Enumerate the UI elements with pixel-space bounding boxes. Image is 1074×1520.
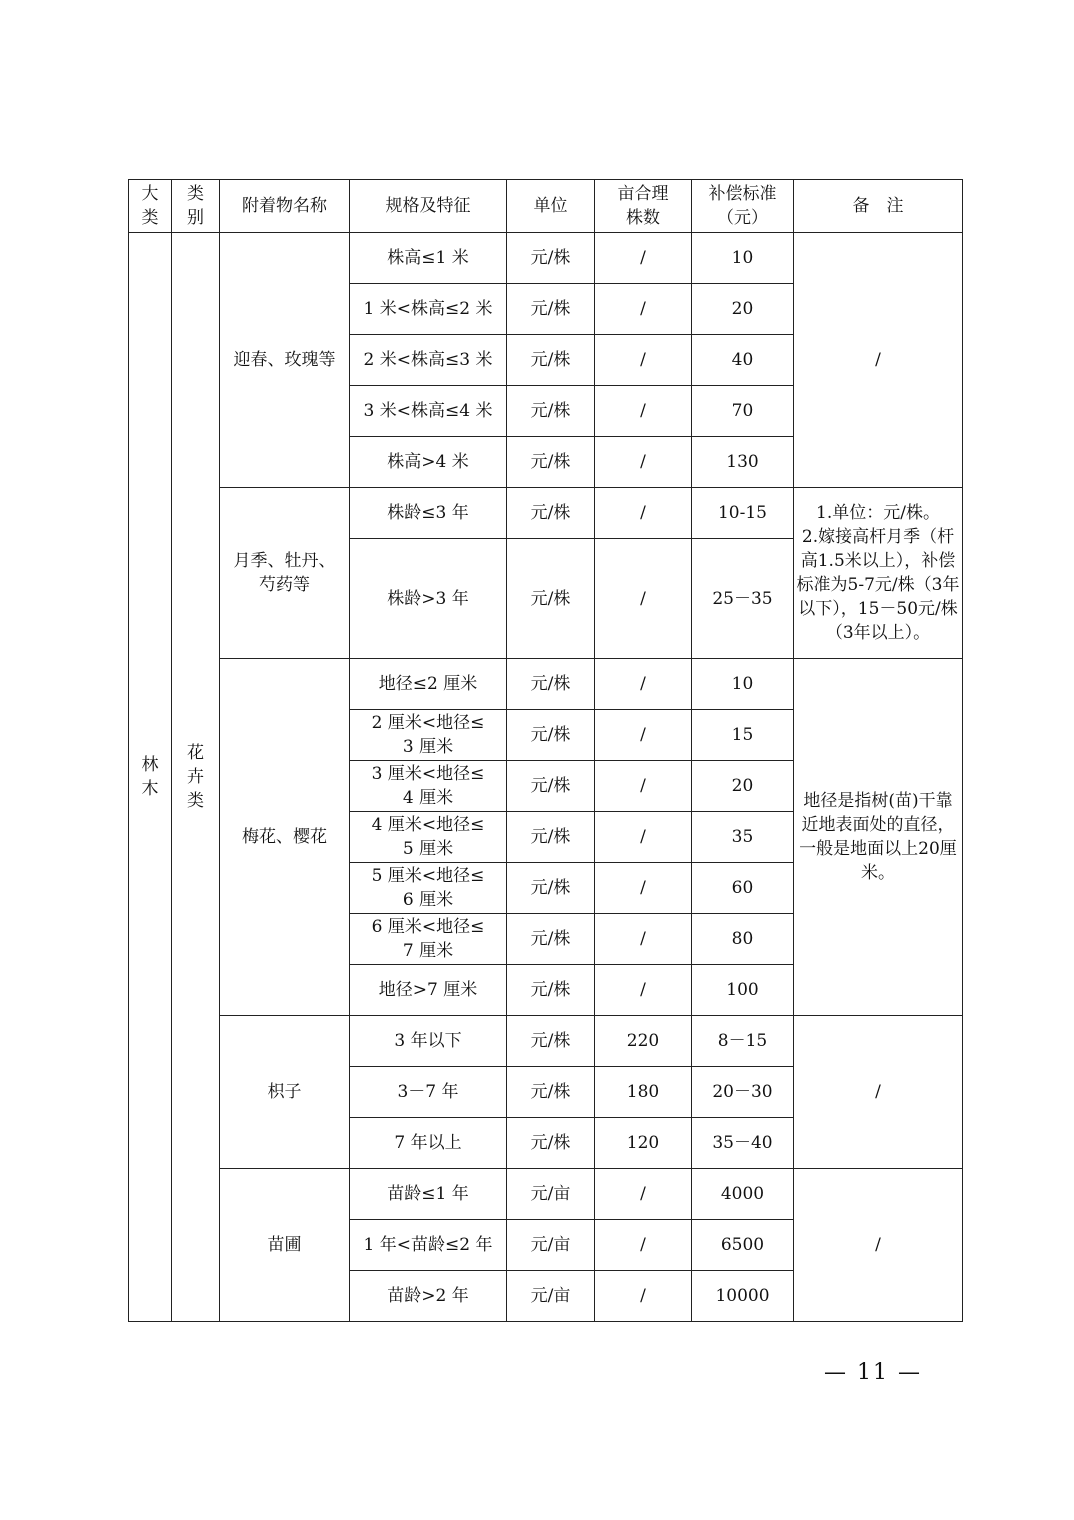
table-row	[129, 1016, 963, 1067]
per-mu-cell: /	[595, 1169, 692, 1220]
unit-cell: 元/株	[507, 539, 595, 659]
per-mu-cell: 180	[595, 1067, 692, 1118]
standard-cell: 6500	[692, 1220, 794, 1271]
header-unit: 单位	[507, 180, 595, 233]
spec-cell: 株龄≤3 年	[350, 488, 507, 539]
unit-cell: 元/株	[507, 233, 595, 284]
standard-cell: 4000	[692, 1169, 794, 1220]
spec-cell: 3 米<株高≤4 米	[350, 386, 507, 437]
category-cell: 花 卉 类	[172, 233, 220, 1322]
per-mu-cell: /	[595, 659, 692, 710]
remark-cell: /	[794, 233, 963, 488]
spec-cell: 6 厘米<地径≤ 7 厘米	[350, 914, 507, 965]
spec-cell: 1 年<苗龄≤2 年	[350, 1220, 507, 1271]
standard-cell: 20	[692, 761, 794, 812]
spec-cell: 地径≤2 厘米	[350, 659, 507, 710]
header-per-mu: 亩合理 株数	[595, 180, 692, 233]
standard-cell: 10	[692, 233, 794, 284]
per-mu-cell: /	[595, 488, 692, 539]
unit-cell: 元/株	[507, 710, 595, 761]
page-number: — 11 —	[824, 1360, 922, 1385]
standard-cell: 10	[692, 659, 794, 710]
unit-cell: 元/株	[507, 437, 595, 488]
unit-cell: 元/株	[507, 659, 595, 710]
unit-cell: 元/株	[507, 1016, 595, 1067]
group-name: 枳子	[220, 1016, 350, 1169]
group-name: 苗圃	[220, 1169, 350, 1322]
group-name: 梅花、樱花	[220, 659, 350, 1016]
spec-cell: 株高≤1 米	[350, 233, 507, 284]
spec-cell: 1 米<株高≤2 米	[350, 284, 507, 335]
unit-cell: 元/株	[507, 284, 595, 335]
spec-cell: 5 厘米<地径≤ 6 厘米	[350, 863, 507, 914]
remark-cell: 地径是指树(苗)干靠近地表面处的直径，一般是地面以上20厘米。	[794, 659, 963, 1016]
per-mu-cell: /	[595, 233, 692, 284]
per-mu-cell: 120	[595, 1118, 692, 1169]
per-mu-cell: /	[595, 812, 692, 863]
standard-cell: 8－15	[692, 1016, 794, 1067]
standard-cell: 35	[692, 812, 794, 863]
per-mu-cell: /	[595, 437, 692, 488]
standard-cell: 40	[692, 335, 794, 386]
standard-cell: 80	[692, 914, 794, 965]
unit-cell: 元/株	[507, 914, 595, 965]
header-standard: 补偿标准 （元）	[692, 180, 794, 233]
per-mu-cell: /	[595, 335, 692, 386]
standard-cell: 25－35	[692, 539, 794, 659]
spec-cell: 3 厘米<地径≤ 4 厘米	[350, 761, 507, 812]
remark-cell: 1.单位：元/株。 2.嫁接高杆月季（杆高1.5米以上），补偿标准为5-7元/株（3年以下），15－50元/株（3年以上）。	[794, 488, 963, 659]
header-category: 类 别	[172, 180, 220, 233]
per-mu-cell: /	[595, 761, 692, 812]
spec-cell: 3 年以下	[350, 1016, 507, 1067]
standard-cell: 60	[692, 863, 794, 914]
major-class-cell: 林 木	[129, 233, 172, 1322]
group-name: 迎春、玫瑰等	[220, 233, 350, 488]
unit-cell: 元/株	[507, 761, 595, 812]
table-row	[129, 1169, 963, 1220]
group-name: 月季、牡丹、 芍药等	[220, 488, 350, 659]
unit-cell: 元/亩	[507, 1271, 595, 1322]
standard-cell: 20－30	[692, 1067, 794, 1118]
standard-cell: 100	[692, 965, 794, 1016]
per-mu-cell: /	[595, 1220, 692, 1271]
standard-cell: 15	[692, 710, 794, 761]
per-mu-cell: /	[595, 539, 692, 659]
unit-cell: 元/株	[507, 863, 595, 914]
per-mu-cell: /	[595, 863, 692, 914]
unit-cell: 元/亩	[507, 1169, 595, 1220]
table-row	[129, 488, 963, 539]
spec-cell: 7 年以上	[350, 1118, 507, 1169]
unit-cell: 元/株	[507, 1118, 595, 1169]
unit-cell: 元/株	[507, 335, 595, 386]
unit-cell: 元/株	[507, 812, 595, 863]
spec-cell: 2 厘米<地径≤ 3 厘米	[350, 710, 507, 761]
remark-cell: /	[794, 1169, 963, 1322]
per-mu-cell: /	[595, 1271, 692, 1322]
spec-cell: 地径>7 厘米	[350, 965, 507, 1016]
header-row	[129, 180, 963, 233]
remark-cell: /	[794, 1016, 963, 1169]
per-mu-cell: 220	[595, 1016, 692, 1067]
per-mu-cell: /	[595, 386, 692, 437]
standard-cell: 10000	[692, 1271, 794, 1322]
spec-cell: 株高>4 米	[350, 437, 507, 488]
spec-cell: 2 米<株高≤3 米	[350, 335, 507, 386]
compensation-table	[128, 179, 963, 1322]
standard-cell: 130	[692, 437, 794, 488]
spec-cell: 株龄>3 年	[350, 539, 507, 659]
standard-cell: 20	[692, 284, 794, 335]
header-major-class: 大 类	[129, 180, 172, 233]
spec-cell: 3－7 年	[350, 1067, 507, 1118]
unit-cell: 元/株	[507, 965, 595, 1016]
per-mu-cell: /	[595, 710, 692, 761]
spec-cell: 苗龄>2 年	[350, 1271, 507, 1322]
header-name: 附着物名称	[220, 180, 350, 233]
header-remark: 备 注	[794, 180, 963, 233]
per-mu-cell: /	[595, 914, 692, 965]
header-spec: 规格及特征	[350, 180, 507, 233]
per-mu-cell: /	[595, 965, 692, 1016]
per-mu-cell: /	[595, 284, 692, 335]
table-row	[129, 233, 963, 284]
spec-cell: 苗龄≤1 年	[350, 1169, 507, 1220]
unit-cell: 元/株	[507, 386, 595, 437]
standard-cell: 10-15	[692, 488, 794, 539]
standard-cell: 70	[692, 386, 794, 437]
unit-cell: 元/株	[507, 488, 595, 539]
standard-cell: 35－40	[692, 1118, 794, 1169]
unit-cell: 元/株	[507, 1067, 595, 1118]
unit-cell: 元/亩	[507, 1220, 595, 1271]
table-row	[129, 659, 963, 710]
spec-cell: 4 厘米<地径≤ 5 厘米	[350, 812, 507, 863]
